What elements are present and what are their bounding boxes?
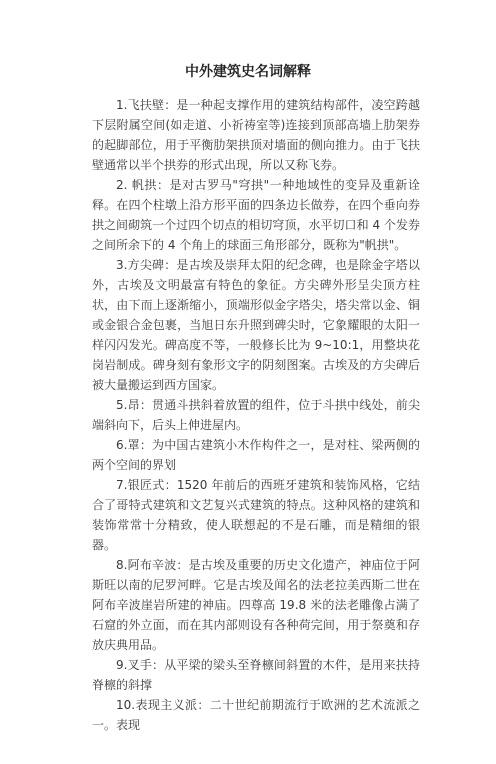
document-page bbox=[0, 62, 496, 764]
paragraph-plateresque: 7.银匠式：1520 年前后的西班牙建筑和装饰风格，它结合了哥特式建筑和文艺复兴式建筑的特点。这种风格的建筑和装饰常常十分精致，使人联想起的不是石雕，而是精细的银器。 bbox=[92, 478, 420, 552]
paragraph-expressionism: 10.表现主义派：二十世纪前期流行于欧洲的艺术流派之一。表现 bbox=[92, 698, 420, 732]
paragraph-ang: 5.昂：贯通斗拱斜着放置的组件，位于斗拱中线处，前尖端斜向下，后头上伸进屋内。 bbox=[92, 398, 420, 432]
paragraph-pendentive: 2. 帆拱：是对古罗马"穹拱"一种地域性的变异及重新诠释。在四个柱墩上沿方形平面的四条边长做券，在四个垂向券拱之间砌筑一个过四个切点的相切穹顶，水平切口和 4 个发券之间所余下的 4 个角上的球面三角形部分，既称为"帆拱"。 bbox=[92, 178, 420, 252]
document-body bbox=[92, 95, 420, 735]
paragraph-obelisk: 3.方尖碑：是古埃及崇拜太阳的纪念碑，也是除金字塔以外，古埃及文明最富有特色的象征。方尖碑外形呈尖顶方柱状，由下而上逐渐缩小，顶端形似金字塔尖，塔尖常以金、铜或金银合金包裹，当旭日东升照到碑尖时，它象耀眼的太阳一样闪闪发光。碑高度不等，一般修长比为 9~10:1，用整块花岗岩制成。碑身刻有象形文字的阴刻图案。古埃及的方尖碑后被大量搬运到西方国家。 bbox=[92, 258, 420, 392]
paragraph-chashou: 9.叉手：从平梁的梁头至脊檩间斜置的木件，是用来扶持脊檩的斜撑 bbox=[92, 658, 420, 692]
paragraph-flying-buttress: 1.飞扶壁：是一种起支撑作用的建筑结构部件，凌空跨越下层附属空间(如走道、小祈祷室等)连接到顶部高墙上肋架券的起脚部位，用于平衡肋架拱顶对墙面的侧向推力。由于飞扶壁通常以半个拱券的形式出现，所以又称飞券。 bbox=[92, 98, 420, 172]
document-title: 中外建筑史名词解释 bbox=[185, 64, 311, 80]
paragraph-abu-simbel: 8.阿布辛波：是古埃及重要的历史文化遗产，神庙位于阿斯旺以南的尼罗河畔。它是古埃及闻名的法老拉美西斯二世在阿布辛波崖岩所建的神庙。四尊高 19.8 米的法老雕像占满了石窟的外立面，而在其内部则设有各种荷完间，用于祭奠和存放庆典用品。 bbox=[92, 558, 420, 652]
paragraph-zhao: 6.罩：为中国古建筑小木作构件之一，是对柱、梁两侧的两个空间的界划 bbox=[92, 438, 420, 472]
